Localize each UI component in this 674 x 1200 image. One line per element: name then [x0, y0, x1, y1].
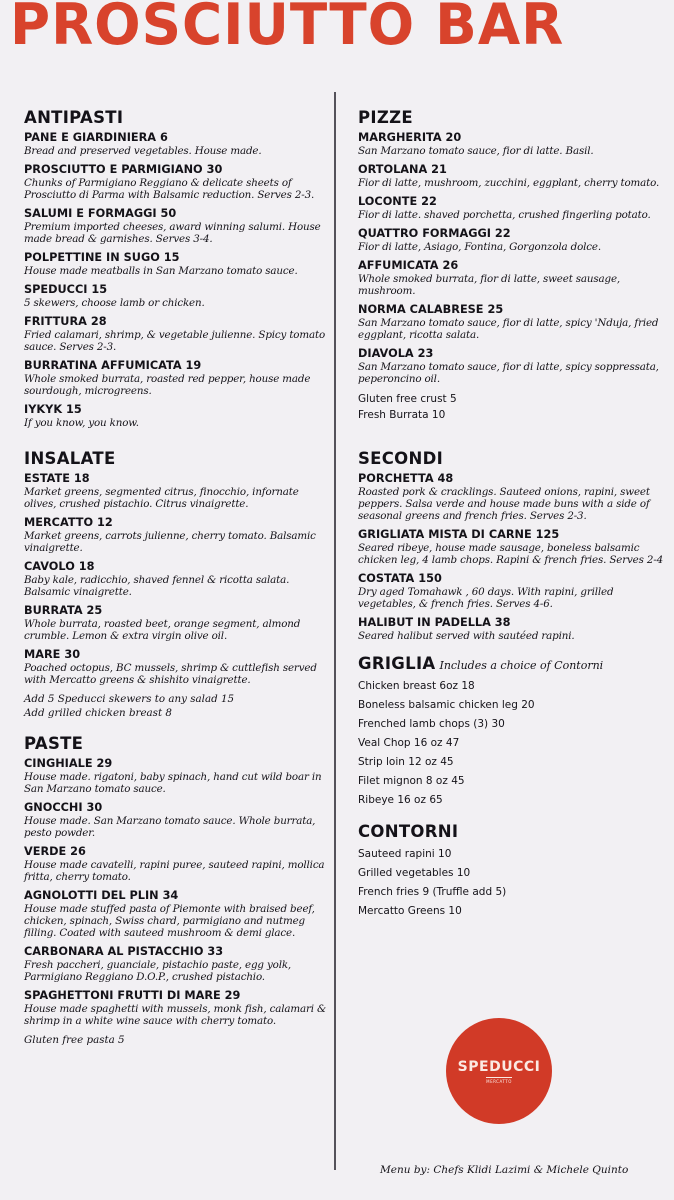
menu-item: [24, 845, 328, 883]
item-name: PROSCIUTTO E PARMIGIANO 30: [24, 163, 223, 176]
griglia-item: Veal Chop 16 oz 47: [358, 737, 460, 749]
salad-addon: Add grilled chicken breast 8: [24, 707, 172, 719]
menu-credit: Menu by: Chefs Klidi Lazimi & Michele Quinto: [380, 1164, 629, 1176]
contorni-item: French fries 9 (Truffle add 5): [358, 886, 507, 898]
menu-item: [24, 315, 328, 353]
menu-item: [358, 347, 670, 385]
item-desc: Fried calamari, shrimp, & vegetable julienne. Spicy tomato sauce. Serves 2-3.: [24, 329, 325, 353]
logo-brand: SPEDUCCI: [457, 1058, 541, 1075]
item-desc: If you know, you know.: [24, 417, 139, 429]
secondi-list: [358, 472, 670, 642]
item-name: LOCONTE 22: [358, 195, 437, 208]
item-name: PANE E GIARDINIERA 6: [24, 131, 168, 144]
item-name: DIAVOLA 23: [358, 347, 434, 360]
item-name: PORCHETTA 48: [358, 472, 454, 485]
menu-item: [358, 163, 670, 189]
menu-item: [24, 560, 328, 598]
item-name: MARGHERITA 20: [358, 131, 462, 144]
item-name: POLPETTINE IN SUGO 15: [24, 251, 180, 264]
item-desc: Market greens, segmented citrus, finocchio, infornate olives, crushed pistachio. Citrus vinaigrette.: [24, 486, 299, 510]
griglia-item: Chicken breast 6oz 18: [358, 680, 475, 692]
griglia-list: [358, 677, 670, 810]
item-desc: Whole burrata, roasted beet, orange segment, almond crumble. Lemon & extra virgin olive oil.: [24, 618, 301, 642]
item-desc: House made spaghetti with mussels, monk fish, calamari & shrimp in a white wine sauce with cherry tomato.: [24, 1003, 326, 1027]
menu-item: [24, 757, 328, 795]
item-name: SPEDUCCI 15: [24, 283, 108, 296]
item-desc: House made. San Marzano tomato sauce. Whole burrata, pesto powder.: [24, 815, 316, 839]
item-name: NORMA CALABRESE 25: [358, 303, 504, 316]
menu-item: [24, 945, 328, 983]
insalate-list: [24, 472, 328, 720]
menu-item: [24, 163, 328, 201]
item-name: BURRATA 25: [24, 604, 103, 617]
item-name: CARBONARA AL PISTACCHIO 33: [24, 945, 224, 958]
item-desc: House made stuffed pasta of Piemonte with braised beef, chicken, spinach, Swiss chard, parmigiano and nutmeg filling. Coated with sauteed mushroom & demi glace.: [24, 903, 315, 939]
right-column: [358, 108, 670, 921]
item-name: SPAGHETTONI FRUTTI DI MARE 29: [24, 989, 241, 1002]
menu-item: [358, 227, 670, 253]
section-gap: [358, 423, 670, 449]
menu-item: [24, 801, 328, 839]
item-desc: House made. rigatoni, baby spinach, hand cut wild boar in San Marzano tomato sauce.: [24, 771, 322, 795]
menu-item: [24, 131, 328, 157]
griglia-item: Strip loin 12 oz 45: [358, 756, 454, 768]
griglia-item: Frenched lamb chops (3) 30: [358, 718, 505, 730]
item-desc: San Marzano tomato sauce, fior di latte. Basil.: [358, 145, 594, 157]
item-name: SALUMI E FORMAGGI 50: [24, 207, 177, 220]
item-desc: Dry aged Tomahawk , 60 days. With rapini, grilled vegetables, & french fries. Serves 4-6.: [358, 586, 614, 610]
item-name: CAVOLO 18: [24, 560, 95, 573]
item-desc: Bread and preserved vegetables. House made.: [24, 145, 262, 157]
pasta-addon: Gluten free pasta 5: [24, 1034, 125, 1046]
insalate-heading: INSALATE: [24, 449, 116, 468]
item-name: ESTATE 18: [24, 472, 90, 485]
menu-item: [358, 195, 670, 221]
section-gap: [24, 720, 328, 734]
item-desc: Fior di latte, Asiago, Fontina, Gorgonzola dolce.: [358, 241, 601, 253]
item-desc: 5 skewers, choose lamb or chicken.: [24, 297, 205, 309]
item-desc: Baby kale, radicchio, shaved fennel & ricotta salata. Balsamic vinaigrette.: [24, 574, 290, 598]
item-desc: San Marzano tomato sauce, fior di latte, spicy 'Nduja, fried eggplant, ricotta salata.: [358, 317, 659, 341]
item-desc: Poached octopus, BC mussels, shrimp & cuttlefish served with Mercatto greens & shishito vinaigrette.: [24, 662, 317, 686]
speducci-logo: [446, 1018, 552, 1124]
menu-item: [24, 604, 328, 642]
menu-item: [24, 516, 328, 554]
item-desc: San Marzano tomato sauce, fior di latte, spicy soppressata, peperoncino oil.: [358, 361, 659, 385]
item-desc: Chunks of Parmigiano Reggiano & delicate sheets of Prosciutto di Parma with Balsamic reduction. Serves 2-3.: [24, 177, 315, 201]
menu-item: [24, 472, 328, 510]
left-column: [24, 108, 328, 1047]
menu-item: [24, 403, 328, 429]
griglia-heading: [358, 654, 670, 673]
secondi-heading: SECONDI: [358, 449, 444, 468]
item-desc: Seared ribeye, house made sausage, boneless balsamic chicken leg, 4 lamb chops. Rapini & french fries. Serves 2-4: [358, 542, 663, 566]
item-desc: Fior di latte, mushroom, zucchini, eggplant, cherry tomato.: [358, 177, 660, 189]
griglia-item: Filet mignon 8 oz 45: [358, 775, 465, 787]
item-name: HALIBUT IN PADELLA 38: [358, 616, 511, 629]
logo-sub: MERCATTO: [486, 1078, 512, 1084]
contorni-item: Sauteed rapini 10: [358, 848, 452, 860]
section-gap: [24, 435, 328, 449]
menu-item: [24, 251, 328, 277]
column-divider: [334, 92, 336, 1170]
item-desc: House made cavatelli, rapini puree, sauteed rapini, mollica fritta, cherry tomato.: [24, 859, 325, 883]
pizze-list: [358, 131, 670, 423]
menu-item: [24, 989, 328, 1027]
griglia-title: GRIGLIA: [358, 654, 436, 673]
menu-item: [358, 472, 670, 522]
antipasti-heading: ANTIPASTI: [24, 108, 124, 127]
item-desc: Premium imported cheeses, award winning salumi. House made bread & garnishes. Serves 3-4.: [24, 221, 321, 245]
griglia-item: Ribeye 16 oz 65: [358, 794, 443, 806]
salad-addon: Add 5 Speducci skewers to any salad 15: [24, 693, 235, 705]
pizza-addon: Fresh Burrata 10: [358, 409, 446, 421]
contorni-item: Mercatto Greens 10: [358, 905, 462, 917]
item-desc: Whole smoked burrata, roasted red pepper, house made sourdough, microgreens.: [24, 373, 311, 397]
item-name: COSTATA 150: [358, 572, 442, 585]
item-desc: House made meatballs in San Marzano tomato sauce.: [24, 265, 298, 277]
item-desc: Seared halibut served with sautéed rapini.: [358, 630, 575, 642]
item-name: CINGHIALE 29: [24, 757, 113, 770]
item-name: AGNOLOTTI DEL PLIN 34: [24, 889, 179, 902]
item-name: MERCATTO 12: [24, 516, 113, 529]
menu-item: [358, 616, 670, 642]
menu-item: [24, 648, 328, 686]
antipasti-list: [24, 131, 328, 429]
item-name: QUATTRO FORMAGGI 22: [358, 227, 511, 240]
item-desc: Whole smoked burrata, fior di latte, sweet sausage, mushroom.: [358, 273, 621, 297]
pizza-addon: Gluten free crust 5: [358, 393, 457, 405]
item-desc: Fior di latte. shaved porchetta, crushed fingerling potato.: [358, 209, 651, 221]
item-name: VERDE 26: [24, 845, 86, 858]
menu-item: [24, 207, 328, 245]
item-name: IYKYK 15: [24, 403, 82, 416]
menu-item: [24, 889, 328, 939]
menu-item: [24, 283, 328, 309]
item-name: GRIGLIATA MISTA DI CARNE 125: [358, 528, 560, 541]
menu-item: [358, 528, 670, 566]
menu-item: [24, 359, 328, 397]
contorni-item: Grilled vegetables 10: [358, 867, 471, 879]
item-name: BURRATINA AFFUMICATA 19: [24, 359, 202, 372]
item-desc: Market greens, carrots julienne, cherry tomato. Balsamic vinaigrette.: [24, 530, 316, 554]
menu-item: [358, 131, 670, 157]
item-name: AFFUMICATA 26: [358, 259, 459, 272]
menu-item: [358, 303, 670, 341]
menu-title: PROSCIUTTO BAR: [10, 0, 565, 58]
pizze-heading: PIZZE: [358, 108, 413, 127]
section-gap: [358, 810, 670, 822]
item-desc: Fresh paccheri, guanciale, pistachio paste, egg yolk, Parmigiano Reggiano D.O.P., crushed pistachio.: [24, 959, 292, 983]
paste-list: [24, 757, 328, 1047]
contorni-list: [358, 845, 670, 921]
item-desc: Roasted pork & cracklings. Sauteed onions, rapini, sweet peppers. Salsa verde and house made buns with a side of seasonal greens and french fries. Serves 2-3.: [358, 486, 650, 522]
item-name: MARE 30: [24, 648, 81, 661]
item-name: GNOCCHI 30: [24, 801, 103, 814]
paste-heading: PASTE: [24, 734, 84, 753]
griglia-item: Boneless balsamic chicken leg 20: [358, 699, 535, 711]
menu-item: [358, 259, 670, 297]
griglia-note: Includes a choice of Contorni: [439, 659, 604, 672]
item-name: ORTOLANA 21: [358, 163, 447, 176]
menu-item: [358, 572, 670, 610]
item-name: FRITTURA 28: [24, 315, 107, 328]
contorni-heading: CONTORNI: [358, 822, 459, 841]
